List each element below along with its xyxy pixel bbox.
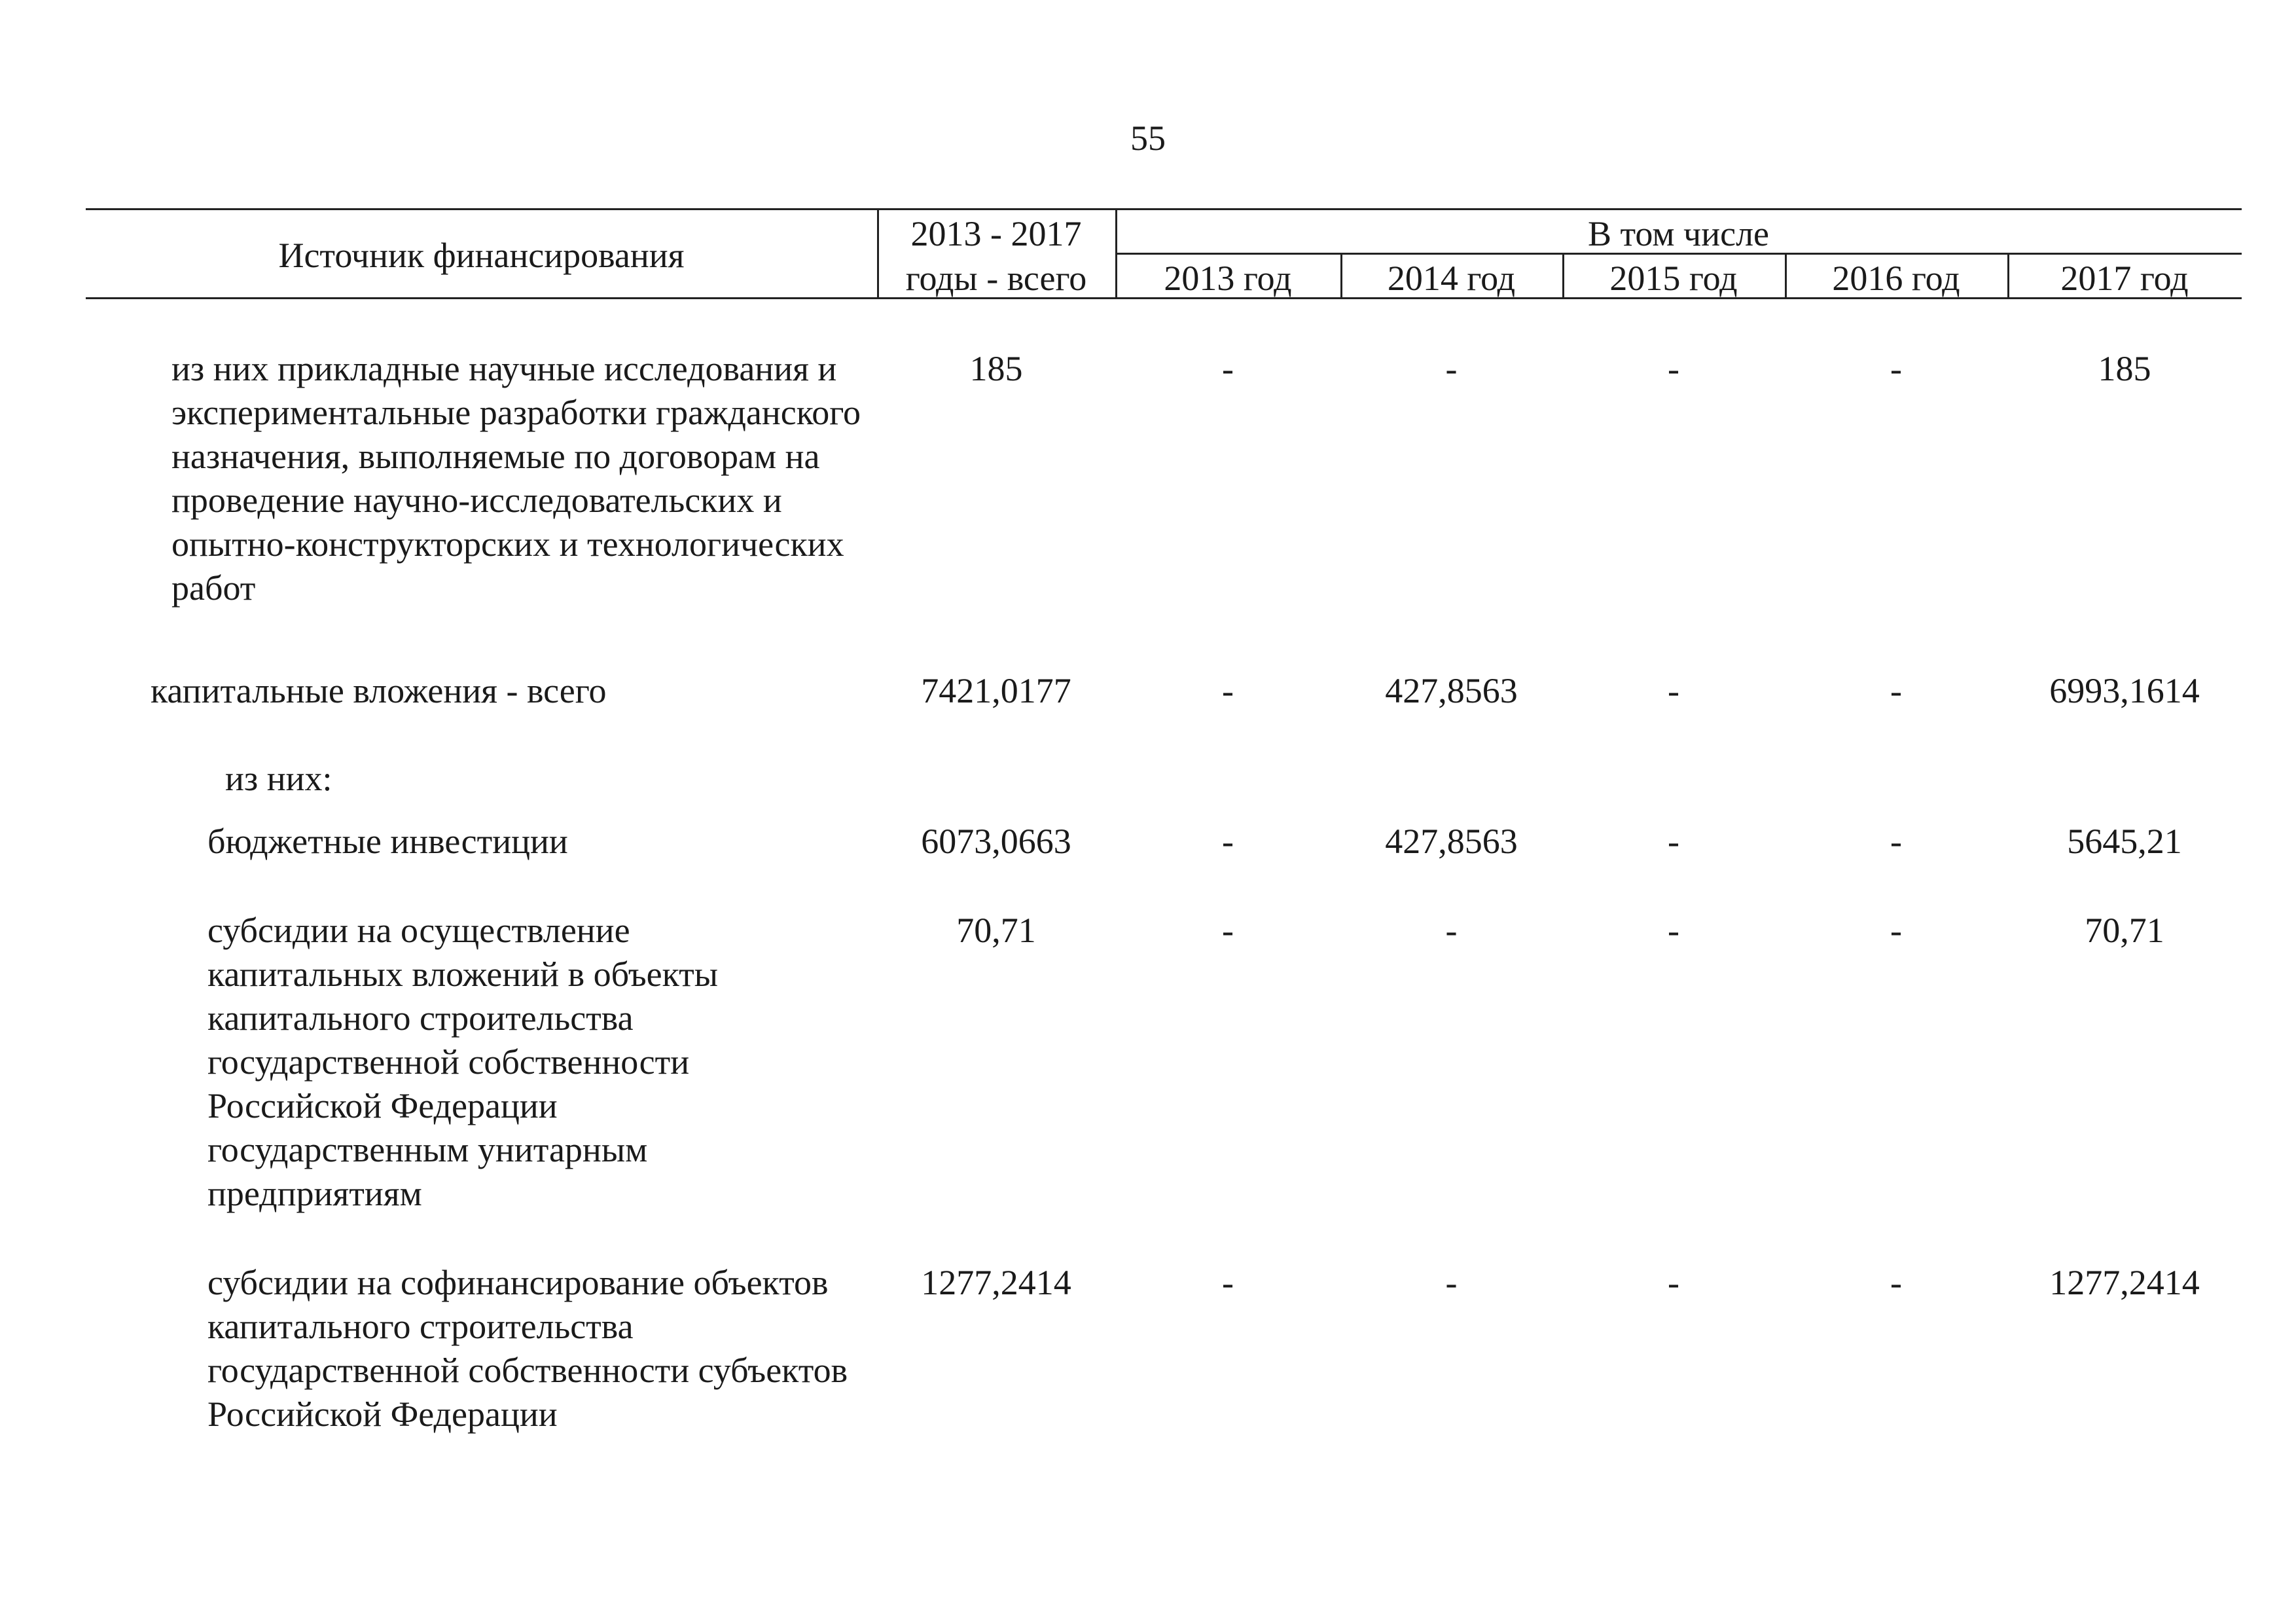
row-source: субсидии на осуществление капитальных вложений в объекты капитального строительства государственной собственности Российской Федерации государственным унитарным предприятиям xyxy=(207,911,718,1213)
row-y2015: - xyxy=(1668,822,1679,861)
row-total: 185 xyxy=(969,349,1023,388)
header-source: Источник финансирования xyxy=(278,236,685,275)
row-y2013: - xyxy=(1222,671,1234,710)
page-number: 55 xyxy=(1130,119,1166,158)
row-source: субсидии на софинансирование объектов капитального строительства государственной собственности субъектов Российской Федерации xyxy=(207,1263,848,1434)
row-y2016: - xyxy=(1890,671,1902,710)
row-total: 7421,0177 xyxy=(921,671,1071,710)
header-year-2016: 2016 год xyxy=(1832,259,1960,298)
row-y2016: - xyxy=(1890,1263,1902,1302)
header-top-rule xyxy=(86,208,2242,210)
row-y2014: 427,8563 xyxy=(1385,822,1518,861)
header-total-line1: 2013 - 2017 xyxy=(910,214,1082,253)
header-year-2015: 2015 год xyxy=(1609,259,1738,298)
row-y2014: - xyxy=(1445,349,1458,388)
row-y2016: - xyxy=(1890,911,1902,950)
row-y2015: - xyxy=(1668,911,1679,950)
row-y2017: 6993,1614 xyxy=(2049,671,2200,710)
row-y2017: 5645,21 xyxy=(2067,822,2182,861)
row-total: 1277,2414 xyxy=(921,1263,1071,1302)
row-total: 6073,0663 xyxy=(921,822,1071,861)
header-year-2013: 2013 год xyxy=(1164,259,1292,298)
header-year-2014: 2014 год xyxy=(1387,259,1516,298)
row-y2013: - xyxy=(1222,1263,1234,1302)
header-year-2017: 2017 год xyxy=(2060,259,2189,298)
row-y2013: - xyxy=(1222,822,1234,861)
row-y2014: - xyxy=(1445,1263,1458,1302)
row-y2017: 185 xyxy=(2098,349,2151,388)
row-y2015: - xyxy=(1668,671,1679,710)
row-y2013: - xyxy=(1222,911,1234,950)
row-source: капитальные вложения - всего xyxy=(151,671,607,710)
row-y2017: 1277,2414 xyxy=(2049,1263,2200,1302)
header-total-line2: годы - всего xyxy=(905,259,1087,298)
row-source: бюджетные инвестиции xyxy=(207,822,568,861)
row-y2013: - xyxy=(1222,349,1234,388)
row-source: из них прикладные научные исследования и экспериментальные разработки гражданского назначения, выполняемые по договорам на проведение научно-исследовательских и опытно-конструкторских и технологических работ xyxy=(171,349,861,608)
row-y2015: - xyxy=(1668,1263,1679,1302)
row-y2014: - xyxy=(1445,911,1458,950)
row-y2015: - xyxy=(1668,349,1679,388)
row-total: 70,71 xyxy=(956,911,1036,950)
row-y2016: - xyxy=(1890,349,1902,388)
row-y2017: 70,71 xyxy=(2085,911,2164,950)
header-including: В том числе xyxy=(1588,214,1769,253)
row-source: из них: xyxy=(225,759,332,798)
row-y2014: 427,8563 xyxy=(1385,671,1518,710)
row-y2016: - xyxy=(1890,822,1902,861)
